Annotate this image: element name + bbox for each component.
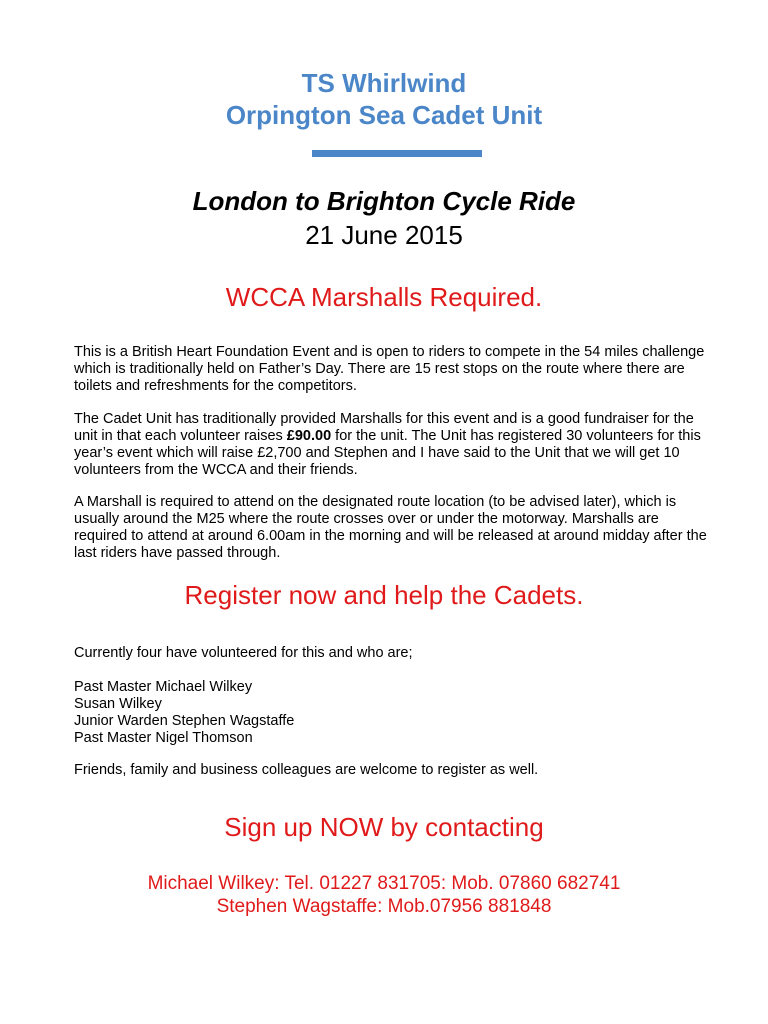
marshalls-required-heading: WCCA Marshalls Required. — [225, 282, 543, 312]
volunteer-list — [74, 679, 714, 747]
volunteer-list-item: Past Master Nigel Thomson — [74, 730, 253, 746]
volunteer-list-item: Junior Warden Stephen Wagstaffe — [74, 713, 295, 729]
event-description-paragraph: This is a British Heart Foundation Event and is open to riders to compete in the 54 miles challenge which is traditionally held on Father’s Day. There are 15 rest stops on the route where there are toilets and refreshments for the competitors. — [74, 344, 705, 394]
sign-up-heading: Sign up NOW by contacting — [224, 812, 544, 842]
contact-stephen-wagstaffe: Stephen Wagstaffe: Mob.07956 881848 — [216, 896, 552, 917]
fundraising-text-before: The Cadet Unit has traditionally provided Marshalls for this event and is a good fundraiser for the unit in that each volunteer raises — [74, 411, 694, 444]
register-now-heading: Register now and help the Cadets. — [184, 580, 584, 610]
event-title: London to Brighton Cycle Ride — [192, 186, 576, 216]
volunteer-list-item: Past Master Michael Wilkey — [74, 679, 253, 695]
fundraising-text-after: for the unit. The Unit has registered 30 volunteers for this year’s event which will raise £2,700 and Stephen and I have said to the Unit that we will get 10 volunteers from the WCCA and their friends. — [74, 428, 701, 478]
fundraising-amount: £90.00 — [286, 428, 332, 444]
volunteer-list-item: Susan Wilkey — [74, 696, 162, 712]
event-date: 21 June 2015 — [305, 220, 463, 250]
volunteers-intro: Currently four have volunteered for this and who are; — [74, 645, 413, 661]
contact-michael-wilkey: Michael Wilkey: Tel. 01227 831705: Mob. 07860 682741 — [147, 873, 621, 894]
title-divider — [312, 150, 482, 157]
org-unit-name: Orpington Sea Cadet Unit — [225, 100, 543, 130]
fundraising-paragraph — [74, 411, 714, 479]
org-name: TS Whirlwind — [301, 68, 467, 98]
friends-note: Friends, family and business colleagues are welcome to register as well. — [74, 762, 539, 778]
marshall-duties-paragraph: A Marshall is required to attend on the designated route location (to be advised later), which is usually around the M25 where the route crosses over or under the motorway. Marshalls are required to attend at around 6.00am in the morning and will be released at around midday after the last riders have passed through. — [74, 494, 707, 561]
